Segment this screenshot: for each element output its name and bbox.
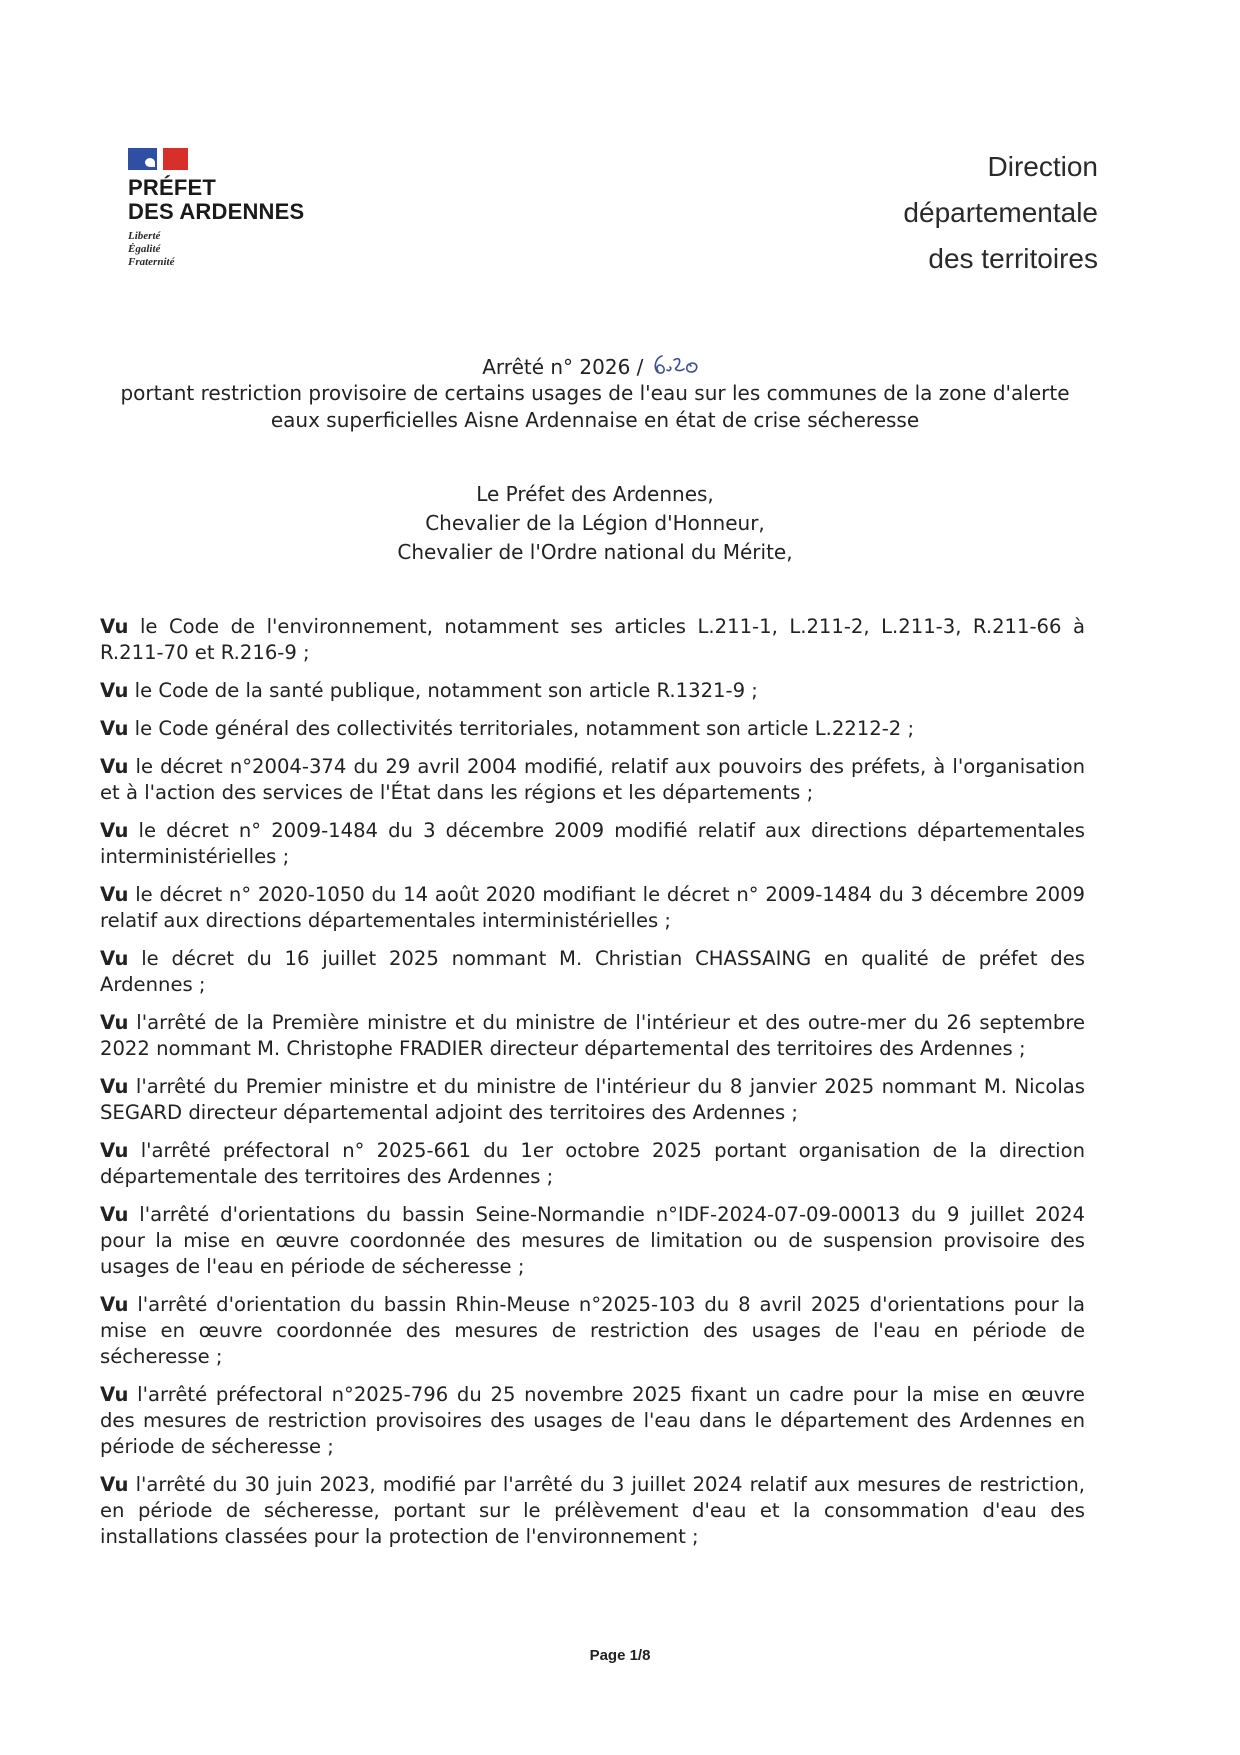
consideration-text: l'arrêté préfectoral n°2025-796 du 25 novembre 2025 fixant un cadre pour la mise en œuvre des mesures de restriction provisoires des usages de l'eau dans le département des Ardennes en période de sécheresse ; (100, 1383, 1085, 1458)
vu-keyword: Vu (100, 1011, 129, 1034)
motto-egalite: Égalité (128, 243, 161, 255)
consideration-item (100, 716, 1085, 742)
vu-keyword: Vu (100, 819, 129, 842)
vu-keyword: Vu (100, 717, 129, 740)
consideration-text: l'arrêté d'orientation du bassin Rhin-Meuse n°2025-103 du 8 avril 2025 d'orientations pour la mise en œuvre coordonnée des mesures de restriction des usages de l'eau en période de sécheresse ; (100, 1293, 1085, 1368)
consideration-text: le Code de la santé publique, notamment son article R.1321-9 ; (134, 679, 758, 702)
vu-keyword: Vu (100, 615, 129, 638)
consideration-item (100, 754, 1085, 806)
vu-keyword: Vu (100, 1473, 129, 1496)
consideration-text: l'arrêté préfectoral n° 2025-661 du 1er octobre 2025 portant organisation de la direction départementale des territoires des Ardennes ; (100, 1139, 1085, 1188)
consideration-item (100, 1010, 1085, 1062)
vu-keyword: Vu (100, 1293, 129, 1316)
consideration-text: l'arrêté de la Première ministre et du ministre de l'intérieur et des outre-mer du 26 septembre 2022 nommant M. Christophe FRADIER directeur départemental des territoires des Ardennes ; (100, 1011, 1085, 1060)
page-number: Page 1/8 (589, 1647, 651, 1664)
org-name-line2: DES ARDENNES (128, 199, 305, 224)
vu-keyword: Vu (100, 947, 129, 970)
consideration-text: l'arrêté du 30 juin 2023, modifié par l'arrêté du 3 juillet 2024 relatif aux mesures de restriction, en période de sécheresse, portant sur le prélèvement d'eau et la consommation d'eau des installations classées pour la protection de l'environnement ; (100, 1473, 1085, 1548)
prefecture-logo (128, 148, 348, 269)
consideration-item (100, 1138, 1085, 1190)
consideration-text: le décret du 16 juillet 2025 nommant M. Christian CHASSAING en qualité de préfet des Ardennes ; (100, 947, 1085, 996)
consideration-text: l'arrêté d'orientations du bassin Seine-Normandie n°IDF-2024-07-09-00013 du 9 juillet 2024 pour la mise en œuvre coordonnée des mesures de limitation ou de suspension provisoire des usages de l'eau en période de sécheresse ; (100, 1203, 1085, 1278)
handwritten-number-signature (650, 352, 708, 380)
authority-line2: Chevalier de la Légion d'Honneur, (425, 511, 765, 535)
consideration-item (100, 1382, 1085, 1460)
motto-fraternite: Fraternité (128, 256, 175, 268)
consideration-item (100, 946, 1085, 998)
motto-liberte: Liberté (128, 230, 161, 242)
marianne-flag-icon (128, 148, 190, 170)
consideration-text: le décret n°2004-374 du 29 avril 2004 modifié, relatif aux pouvoirs des préfets, à l'organisation et à l'action des services de l'État dans les régions et les départements ; (100, 755, 1085, 804)
department-line2: départementale (903, 197, 1098, 228)
authority-line3: Chevalier de l'Ordre national du Mérite, (397, 540, 793, 564)
department-line3: des territoires (928, 243, 1098, 274)
vu-keyword: Vu (100, 755, 129, 778)
consideration-item (100, 1074, 1085, 1126)
decree-subject (90, 380, 1100, 434)
republic-motto (128, 230, 348, 269)
consideration-text: le décret n° 2009-1484 du 3 décembre 2009 modifié relatif aux directions départementales interministérielles ; (100, 819, 1085, 868)
org-name-line1: PRÉFET (128, 175, 216, 200)
vu-keyword: Vu (100, 679, 129, 702)
consideration-item (100, 882, 1085, 934)
vu-keyword: Vu (100, 1383, 129, 1406)
vu-keyword: Vu (100, 883, 129, 906)
consideration-text: le Code de l'environnement, notamment ses articles L.211-1, L.211-2, L.211-3, R.211-66 à R.211-70 et R.216-9 ; (100, 615, 1085, 664)
decree-number (90, 352, 1100, 381)
consideration-item (100, 1472, 1085, 1550)
consideration-text: le Code général des collectivités territoriales, notamment son article L.2212-2 ; (134, 717, 915, 740)
consideration-item (100, 1292, 1085, 1370)
decree-subject-line2: eaux superficielles Aisne Ardennaise en état de crise sécheresse (270, 408, 920, 432)
decree-subject-line1: portant restriction provisoire de certains usages de l'eau sur les communes de la zone d'alerte (120, 381, 1070, 405)
authority-block (90, 480, 1100, 567)
decree-number-label: Arrêté n° 2026 / (482, 355, 644, 379)
consideration-item (100, 818, 1085, 870)
consideration-item (100, 614, 1085, 666)
department-name (903, 144, 1098, 282)
consideration-text: l'arrêté du Premier ministre et du ministre de l'intérieur du 8 janvier 2025 nommant M. Nicolas SEGARD directeur départemental adjoint des territoires des Ardennes ; (100, 1075, 1085, 1124)
department-line1: Direction (987, 151, 1098, 182)
consideration-item (100, 1202, 1085, 1280)
consideration-text: le décret n° 2020-1050 du 14 août 2020 modifiant le décret n° 2009-1484 du 3 décembre 2009 relatif aux directions départementales interministérielles ; (100, 883, 1086, 932)
considerations-list (100, 614, 1085, 1562)
vu-keyword: Vu (100, 1075, 129, 1098)
vu-keyword: Vu (100, 1139, 129, 1162)
consideration-item (100, 678, 1085, 704)
authority-line1: Le Préfet des Ardennes, (476, 482, 714, 506)
vu-keyword: Vu (100, 1203, 129, 1226)
